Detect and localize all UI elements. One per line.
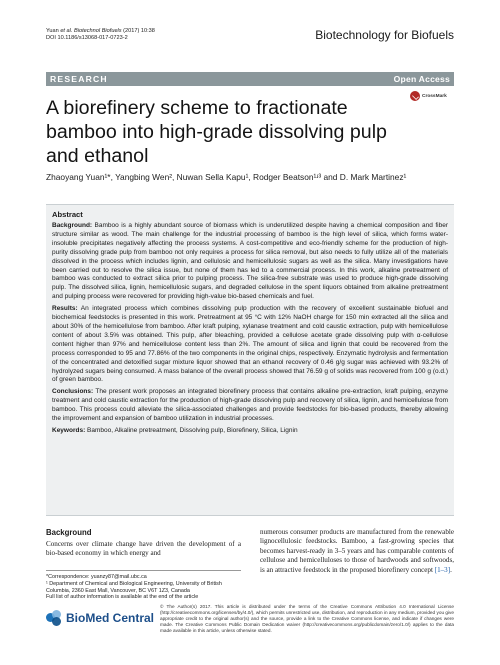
citation-authors: Yuan bbox=[46, 28, 59, 34]
background-label: Background: bbox=[52, 222, 93, 229]
background-paragraph-right bbox=[260, 528, 454, 575]
publisher-logo[interactable] bbox=[46, 610, 154, 626]
citation-volume: (2017) 10:38 bbox=[121, 28, 155, 34]
doi[interactable]: DOI 10.1186/s13068-017-0723-2 bbox=[46, 35, 128, 41]
journal-name: Biotechnology for Biofuels bbox=[315, 28, 454, 42]
background-paragraph-left: Concerns over climate change have driven the development of a bio-based economy in which energy and bbox=[46, 540, 241, 558]
affiliation-note: ¹ Department of Chemical and Biological Engineering, University of British Columbia, 2360 East Mall, Vancouver, BC V6T 1Z3, Canada bbox=[46, 580, 222, 594]
license-text: © The Author(s) 2017. This article is distributed under the terms of the Creative Commons Attribution 4.0 International License (http://creativecommons.org/licenses/by/4.0/), which permits unrestricted use, distribution, and reproduction in any medium, provided you give appropriate credit to the original author(s) and the source, provide a link to the Creative Commons license, and indicate if changes were made. The Creative Commons Public Domain Dedication waiver (http://creativecommons.org/publicdomain/zero/1.0/) applies to the data made available in this article, unless otherwise stated. bbox=[160, 604, 454, 634]
background-right-end: . bbox=[450, 565, 452, 574]
footnotes bbox=[46, 570, 241, 601]
background-text: Bamboo is a highly abundant source of biomass which is underutilized despite having a chemical composition and fiber structure similar as wood. The main challenge for the industrial processing of bamboo is the high level of silica, which forms water-insoluble precipitates negatively affecting the process systems. A cost-competitive and eco-friendly scheme for the production of high-purity dissolving grade pulp from bamboo not only requires a process for silica removal, but also needs to fully utilize all of the materials dissolved in the process which includes lignin, and cellulosic and hemicellulosic sugars as well as the silica. Many investigations have been carried out to resolve the silica issue, but none of them has led to a commercial process. In this work, alkaline pretreatment of bamboo was conducted to extract silica prior to pulping process. The silica-free substrate was used to produce high-grade dissolving pulp. The dissolved silica, lignin, hemicellulosic sugars, and degraded cellulose in the spent liquors obtained from alkaline pretreatment and pulping process were recovered for providing high-value bio-based chemicals and fuel. bbox=[52, 222, 448, 301]
results-label: Results: bbox=[52, 305, 78, 313]
body-right-column bbox=[260, 528, 454, 575]
correspondence-note[interactable]: *Correspondence: yuanzy87@mail.ubc.ca bbox=[46, 574, 147, 580]
author-info-note: Full list of author information is available at the end of the article bbox=[46, 594, 199, 601]
citation-block bbox=[46, 28, 155, 42]
open-access-label[interactable]: Open Access bbox=[393, 74, 450, 84]
citation-etal: et al. bbox=[58, 28, 75, 34]
body-left-column bbox=[46, 528, 241, 559]
abstract-background bbox=[52, 222, 448, 302]
keywords-label: Keywords: bbox=[52, 426, 86, 434]
publisher-name: BioMed Central bbox=[66, 611, 155, 625]
citation-journal: Biotechnol Biofuels bbox=[74, 28, 122, 34]
biomed-central-icon bbox=[46, 610, 62, 626]
background-heading: Background bbox=[46, 528, 92, 537]
citation-line bbox=[46, 28, 155, 35]
crossmark-badge[interactable] bbox=[410, 91, 447, 101]
abstract-keywords bbox=[52, 427, 448, 436]
article-title: A biorefinery scheme to fractionate bamboo into high-grade dissolving pulp and ethanol bbox=[46, 97, 387, 167]
crossmark-icon bbox=[410, 91, 420, 101]
reference-link[interactable]: [1–3] bbox=[434, 565, 451, 574]
background-right-text: numerous consumer products are manufactured from the renewable lignocellulosic feedstocks. Bamboo, a fast-growing species that becomes harvest-ready in 3–5 years and has comparable contents of cellulose and hemicelluloses to those of hardwoods and softwoods, is an attractive feedstock in the proposed biorefinery concept bbox=[260, 528, 454, 574]
abstract-conclusions bbox=[52, 388, 448, 424]
conclusions-text: The present work proposes an integrated biorefinery process that contains alkaline pre-extraction, kraft pulping, enzyme treatment and cold caustic extraction for the production of high-grade dissolving pulp and recovery of silica, lignin, and hemicellulose from bamboo. This process could alleviate the silica-associated challenges and provide feedstocks for bio-based products, thereby allowing the improvement and expansion of bamboo utilization in industrial processes. bbox=[52, 388, 448, 423]
crossmark-label: CrossMark bbox=[422, 93, 447, 99]
keywords-text: Bamboo, Alkaline pretreatment, Dissolving pulp, Biorefinery, Silica, Lignin bbox=[85, 426, 298, 434]
results-text: An integrated process which combines dissolving pulp production with the recovery of excellent sustainable biofuel and biochemical feedstocks is presented in this work. Pretreatment at 95 °C with 12% NaOH charge for 150 min extracted all the silica and about 30% of the hemicellulose from bamboo. After kraft pulping, xylanase treatment and cold caustic extraction, pulp with hemicellulose content of about 3.5% was obtained. This pulp, after bleaching, provided a cellulose acetate grade dissolving pulp with α-cellulose content higher than 97% and hemicellulose content less than 2%. The amount of silica and lignin that could be recovered from the process corresponded to 95 and 77.86% of the two components in the original chips, respectively. Enzymatic hydrolysis and fermentation of the concentrated and detoxified sugar mixture liquor showed that an ethanol recovery of 0.46 g/g sugar was achieved with 93.2% of hydrolyzed sugars being consumed. A mass balance of the overall process showed that 76.59 g of solids was recovered from 100 g (o.d.) of green bamboo. bbox=[52, 305, 448, 384]
section-label: RESEARCH bbox=[50, 74, 108, 84]
abstract-box bbox=[46, 204, 454, 516]
author-list: Zhaoyang Yuan¹*, Yangbing Wen², Nuwan Sella Kapu¹, Rodger Beatson¹ʴ³ and D. Mark Martinez¹ bbox=[46, 172, 407, 182]
section-banner bbox=[46, 72, 454, 86]
abstract-heading: Abstract bbox=[52, 210, 83, 219]
conclusions-label: Conclusions: bbox=[52, 388, 94, 396]
abstract-results bbox=[52, 305, 448, 385]
